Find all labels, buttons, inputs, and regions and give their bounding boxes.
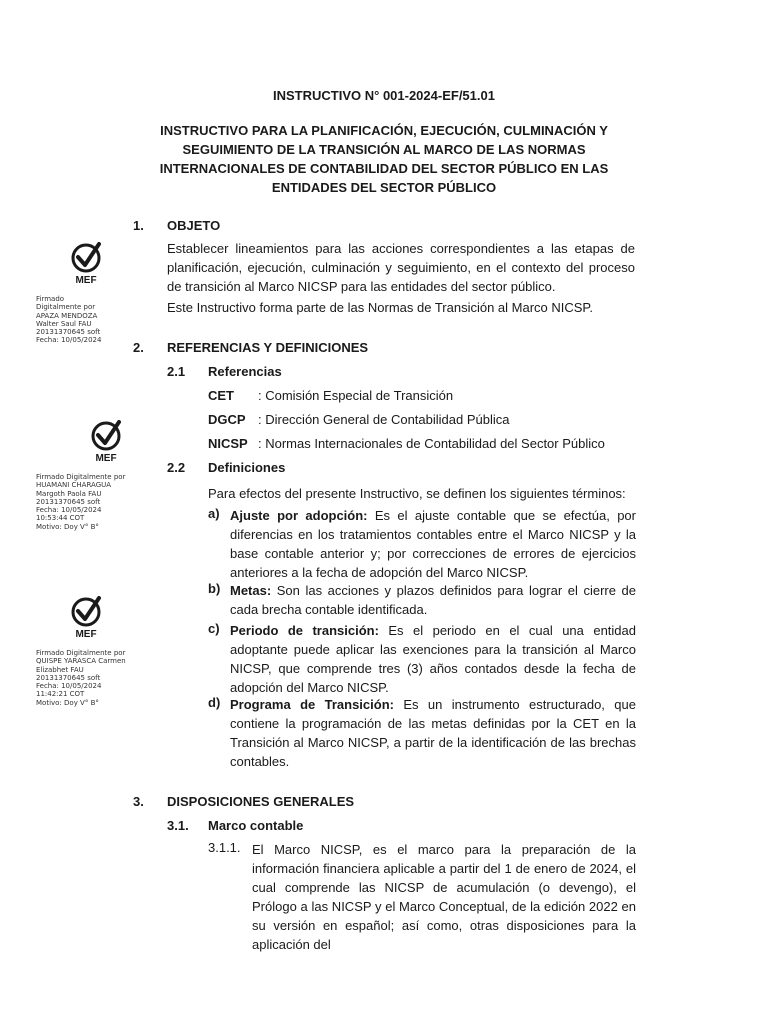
stamp-line: Digitalmente por <box>36 303 96 312</box>
subsection-2-2-number: 2.2 <box>167 460 186 475</box>
definition-text: Son las acciones y plazos definidos para lograr el cierre de cada brecha contable identificada. <box>230 583 636 617</box>
item-3-1-1-number: 3.1.1. <box>208 840 241 855</box>
section-3-title: DISPOSICIONES GENERALES <box>167 794 355 809</box>
section-1-paragraph-2: Este Instructivo forma parte de las Normas de Transición al Marco NICSP. <box>167 300 594 315</box>
subsection-2-1-number: 2.1 <box>167 364 186 379</box>
section-2-title: REFERENCIAS Y DEFINICIONES <box>167 340 369 355</box>
heading-line: ENTIDADES DEL SECTOR PÚBLICO <box>271 180 497 195</box>
definition-letter: b) <box>208 581 221 596</box>
definition-item <box>230 695 636 771</box>
definition-item <box>230 621 636 697</box>
definition-item <box>230 506 636 582</box>
stamp-line: HUAMANI CHARAGUA <box>36 481 112 490</box>
definition-text: Es un instrumento estructurado, que contiene la programación de las metas definidas por la CET en la Transición al Marco NICSP, a partir de la identificación de las brechas contables. <box>230 697 636 769</box>
definition-text: Es el ajuste contable que se efectúa, por diferencias en los tratamientos contables entre el Marco NICSP y la base contable anterior y; por correcciones de errores de ejercicios anteriores a la fecha de adopción del Marco NICSP. <box>230 508 636 580</box>
stamp-line: Fecha: 10/05/2024 <box>36 506 102 515</box>
stamp-line: Firmado Digitalmente por <box>36 473 126 481</box>
document-heading <box>0 121 768 197</box>
signature-stamp <box>36 240 166 345</box>
definition-letter: a) <box>208 506 220 521</box>
section-1-number: 1. <box>133 218 144 233</box>
definition-term: Programa de Transición: <box>230 697 394 712</box>
stamp-line: Margoth Paola FAU <box>36 489 102 498</box>
section-3-number: 3. <box>133 794 144 809</box>
heading-line: SEGUIMIENTO DE LA TRANSICIÓN AL MARCO DE LAS NORMAS <box>182 142 586 157</box>
stamp-text <box>36 295 166 345</box>
stamp-line: Motivo: Doy V° B° <box>36 522 99 531</box>
stamp-line: Fecha: 10/05/2024 <box>36 336 102 345</box>
signature-stamp <box>36 594 166 707</box>
heading-line: INSTRUCTIVO PARA LA PLANIFICACIÓN, EJECUCIÓN, CULMINACIÓN Y <box>160 123 608 138</box>
reference-text: : Comisión Especial de Transición <box>258 388 454 403</box>
stamp-line: Elizabhet FAU <box>36 665 84 674</box>
definition-text: Es el periodo en el cual una entidad adoptante puede aplicar las exenciones para la transición al Marco NICSP, que comprende tres (3) años contados desde la fecha de adopción del Marco NICSP. <box>230 623 636 695</box>
reference-text: : Dirección General de Contabilidad Pública <box>258 412 510 427</box>
mef-checkmark-logo-icon <box>58 594 118 642</box>
reference-abbr: NICSP <box>208 436 248 451</box>
stamp-line: QUISPE YARASCA Carmen <box>36 657 126 666</box>
stamp-line: Fecha: 10/05/2024 <box>36 682 102 691</box>
subsection-3-1-title: Marco contable <box>208 818 304 833</box>
definition-letter: d) <box>208 695 221 710</box>
stamp-line: 10:53:44 COT <box>36 514 85 523</box>
document-code: INSTRUCTIVO N° 001-2024-EF/51.01 <box>273 88 495 103</box>
section-1-title: OBJETO <box>167 218 221 233</box>
stamp-line: 20131370645 soft <box>36 328 101 337</box>
item-3-1-1-text: El Marco NICSP, es el marco para la preparación de la información financiera aplicable a partir del 1 de enero de 2024, el cual comprende las NICSP de acumulación (o devengo), el Prólogo a las NICSP y el Marco Conceptual, de la edición 2022 en su versión en español; así como, otras disposiciones para la aplicación del <box>252 842 636 952</box>
stamp-text <box>36 649 166 707</box>
section-2-number: 2. <box>133 340 144 355</box>
reference-text: : Normas Internacionales de Contabilidad del Sector Público <box>258 436 605 451</box>
stamp-line: Walter Saul FAU <box>36 319 92 328</box>
mef-logo-text: MEF <box>75 275 97 286</box>
reference-abbr: CET <box>208 388 234 403</box>
definition-item <box>230 581 636 619</box>
stamp-line: 11:42:21 COT <box>36 690 85 699</box>
section-1-paragraph: Establecer lineamientos para las acciones correspondientes a las etapas de planificación, ejecución, culminación y seguimiento, en el contexto del proceso de transición al Marco NICSP para las entidades del sector público. <box>167 241 635 294</box>
stamp-text <box>36 473 166 531</box>
definition-letter: c) <box>208 621 220 636</box>
mef-logo-text: MEF <box>75 629 97 640</box>
stamp-line: Firmado <box>36 295 65 303</box>
subsection-2-1-title: Referencias <box>208 364 282 379</box>
stamp-line: Firmado Digitalmente por <box>36 649 126 657</box>
definition-term: Periodo de transición: <box>230 623 379 638</box>
subsection-2-2-title: Definiciones <box>208 460 286 475</box>
heading-line: INTERNACIONALES DE CONTABILIDAD DEL SECTOR PÚBLICO EN LAS <box>159 161 609 176</box>
definition-term: Metas: <box>230 583 272 598</box>
mef-logo-text: MEF <box>95 453 117 464</box>
definitions-intro: Para efectos del presente Instructivo, se definen los siguientes términos: <box>208 486 626 501</box>
mef-checkmark-logo-icon <box>78 418 138 466</box>
stamp-line: APAZA MENDOZA <box>36 311 98 320</box>
reference-abbr: DGCP <box>208 412 246 427</box>
definition-term: Ajuste por adopción: <box>230 508 368 523</box>
stamp-line: 20131370645 soft <box>36 497 101 506</box>
stamp-line: 20131370645 soft <box>36 673 101 682</box>
subsection-3-1-number: 3.1. <box>167 818 189 833</box>
mef-checkmark-logo-icon <box>58 240 118 288</box>
signature-stamp <box>36 418 166 531</box>
stamp-line: Motivo: Doy V° B° <box>36 698 99 707</box>
